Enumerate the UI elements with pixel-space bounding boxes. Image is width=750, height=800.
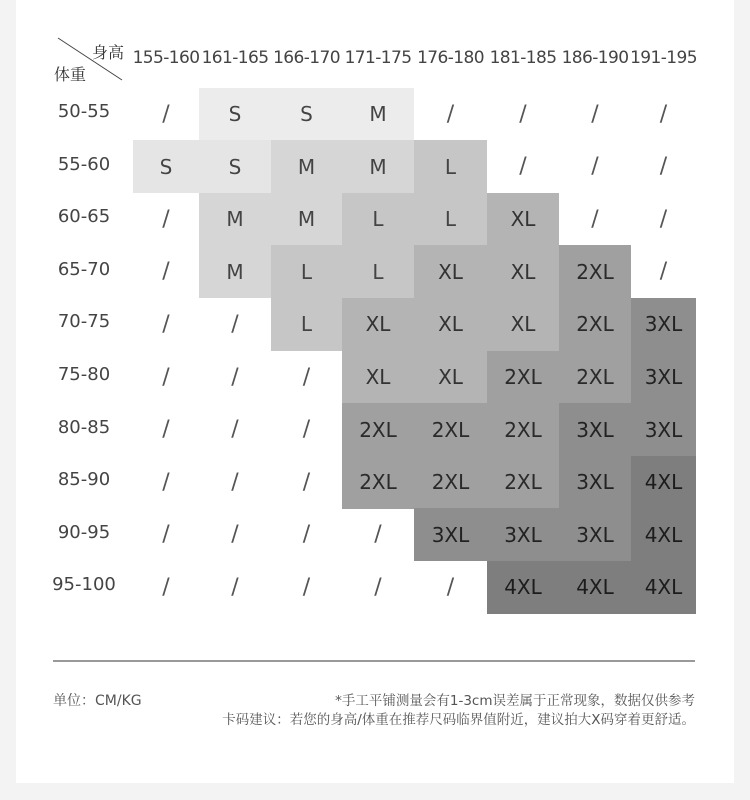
weight-row-label: 80-85 bbox=[57, 416, 111, 438]
height-header: 155-160 bbox=[132, 48, 200, 68]
size-cell: 4XL bbox=[631, 561, 696, 614]
height-header: 161-165 bbox=[201, 48, 269, 68]
size-cell-empty: / bbox=[231, 417, 239, 443]
weight-row-label: 75-80 bbox=[57, 364, 111, 385]
weight-row-label: 70-75 bbox=[57, 311, 111, 333]
size-cell: 3XL bbox=[487, 508, 559, 561]
size-cell-empty: / bbox=[162, 206, 170, 232]
size-cell: M bbox=[342, 88, 414, 141]
size-cell: S bbox=[199, 140, 271, 193]
height-header: 181-185 bbox=[489, 48, 557, 68]
size-cell: S bbox=[271, 88, 342, 141]
size-cell: 2XL bbox=[342, 403, 414, 456]
size-cell: 2XL bbox=[487, 403, 559, 456]
size-cell-empty: / bbox=[446, 574, 455, 600]
size-cell: 2XL bbox=[342, 456, 414, 509]
size-cell: L bbox=[414, 140, 487, 193]
height-header: 191-195 bbox=[630, 48, 697, 68]
size-cell: 2XL bbox=[559, 245, 631, 298]
weight-row-label: 55-60 bbox=[57, 153, 111, 175]
size-cell-empty: / bbox=[659, 259, 668, 285]
size-cell-empty: / bbox=[591, 101, 599, 127]
size-cell-empty: / bbox=[302, 469, 311, 495]
height-header: 166-170 bbox=[273, 48, 340, 68]
size-cell-empty: / bbox=[374, 522, 382, 548]
size-cell: L bbox=[271, 298, 342, 351]
size-cell-empty: / bbox=[231, 522, 239, 548]
size-cell: 3XL bbox=[631, 351, 696, 404]
size-cell: 2XL bbox=[559, 351, 631, 404]
size-cell: 4XL bbox=[487, 561, 559, 614]
size-cell-empty: / bbox=[591, 206, 599, 232]
size-cell: 3XL bbox=[631, 403, 696, 456]
size-cell-empty: / bbox=[162, 574, 170, 600]
size-cell-empty: / bbox=[231, 364, 239, 390]
size-cell: XL bbox=[414, 245, 487, 298]
size-cell: M bbox=[199, 245, 271, 298]
weight-row-label: 85-90 bbox=[57, 469, 111, 491]
size-cell: S bbox=[133, 140, 199, 193]
weight-row-label: 90-95 bbox=[57, 521, 111, 543]
size-cell: M bbox=[271, 193, 342, 246]
size-cell-empty: / bbox=[162, 364, 170, 390]
weight-row-label: 95-100 bbox=[52, 574, 116, 596]
size-cell-empty: / bbox=[374, 574, 382, 600]
size-cell: XL bbox=[487, 193, 559, 246]
size-cell: XL bbox=[342, 351, 414, 404]
size-cell: L bbox=[342, 245, 414, 298]
size-cell: S bbox=[199, 88, 271, 141]
size-cell-empty: / bbox=[231, 574, 239, 600]
size-cell: 3XL bbox=[559, 456, 631, 509]
size-cell-empty: / bbox=[162, 417, 170, 443]
size-cell-empty: / bbox=[659, 154, 668, 180]
weight-row-label: 65-70 bbox=[57, 258, 111, 280]
size-cell: XL bbox=[487, 245, 559, 298]
size-cell: 2XL bbox=[487, 456, 559, 509]
size-cell: XL bbox=[342, 298, 414, 351]
size-cell-empty: / bbox=[162, 101, 170, 127]
footer-divider bbox=[53, 660, 695, 662]
size-cell: 3XL bbox=[559, 508, 631, 561]
size-cell: 4XL bbox=[631, 508, 696, 561]
size-cell: 2XL bbox=[487, 351, 559, 404]
size-cell: 4XL bbox=[631, 456, 696, 509]
measurement-note: *手工平铺测量会有1-3cm误差属于正常现象，数据仅供参考 bbox=[335, 693, 695, 709]
size-cell-empty: / bbox=[162, 522, 170, 548]
table-corner-header bbox=[54, 36, 124, 82]
size-cell: M bbox=[271, 140, 342, 193]
size-cell: 3XL bbox=[414, 508, 487, 561]
size-cell: XL bbox=[487, 298, 559, 351]
size-cell-empty: / bbox=[162, 469, 170, 495]
weight-axis-label: 体重 bbox=[54, 65, 87, 84]
size-cell-empty: / bbox=[231, 469, 239, 495]
unit-label: 单位：CM/KG bbox=[53, 693, 142, 709]
size-cell: 4XL bbox=[559, 561, 631, 614]
size-cell: L bbox=[414, 193, 487, 246]
size-cell-empty: / bbox=[302, 574, 311, 600]
size-cell: 2XL bbox=[559, 298, 631, 351]
size-cell-empty: / bbox=[302, 417, 311, 443]
size-cell-empty: / bbox=[446, 101, 455, 127]
height-header: 171-175 bbox=[344, 48, 412, 68]
size-cell-empty: / bbox=[659, 206, 668, 232]
height-header: 186-190 bbox=[561, 48, 629, 68]
weight-row-label: 60-65 bbox=[57, 206, 111, 228]
height-axis-label: 身高 bbox=[92, 43, 125, 62]
size-cell: 2XL bbox=[414, 403, 487, 456]
size-cell: L bbox=[342, 193, 414, 246]
size-cell: 3XL bbox=[559, 403, 631, 456]
size-advice-note: 卡码建议：若您的身高/体重在推荐尺码临界值附近，建议拍大X码穿着更舒适。 bbox=[222, 712, 695, 728]
weight-row-label: 50-55 bbox=[57, 101, 111, 122]
size-cell: 3XL bbox=[631, 298, 696, 351]
size-cell-empty: / bbox=[162, 259, 170, 285]
height-header: 176-180 bbox=[417, 48, 484, 68]
size-cell-empty: / bbox=[519, 154, 527, 180]
size-cell: XL bbox=[414, 351, 487, 404]
size-cell: L bbox=[271, 245, 342, 298]
size-cell: XL bbox=[414, 298, 487, 351]
size-cell-empty: / bbox=[659, 101, 668, 127]
size-cell-empty: / bbox=[591, 154, 599, 180]
size-cell-empty: / bbox=[519, 101, 527, 127]
size-cell-empty: / bbox=[302, 522, 311, 548]
size-cell: 2XL bbox=[414, 456, 487, 509]
size-cell-empty: / bbox=[231, 311, 239, 337]
size-cell: M bbox=[342, 140, 414, 193]
size-cell: M bbox=[199, 193, 271, 246]
size-cell-empty: / bbox=[162, 311, 170, 337]
size-cell-empty: / bbox=[302, 364, 311, 390]
